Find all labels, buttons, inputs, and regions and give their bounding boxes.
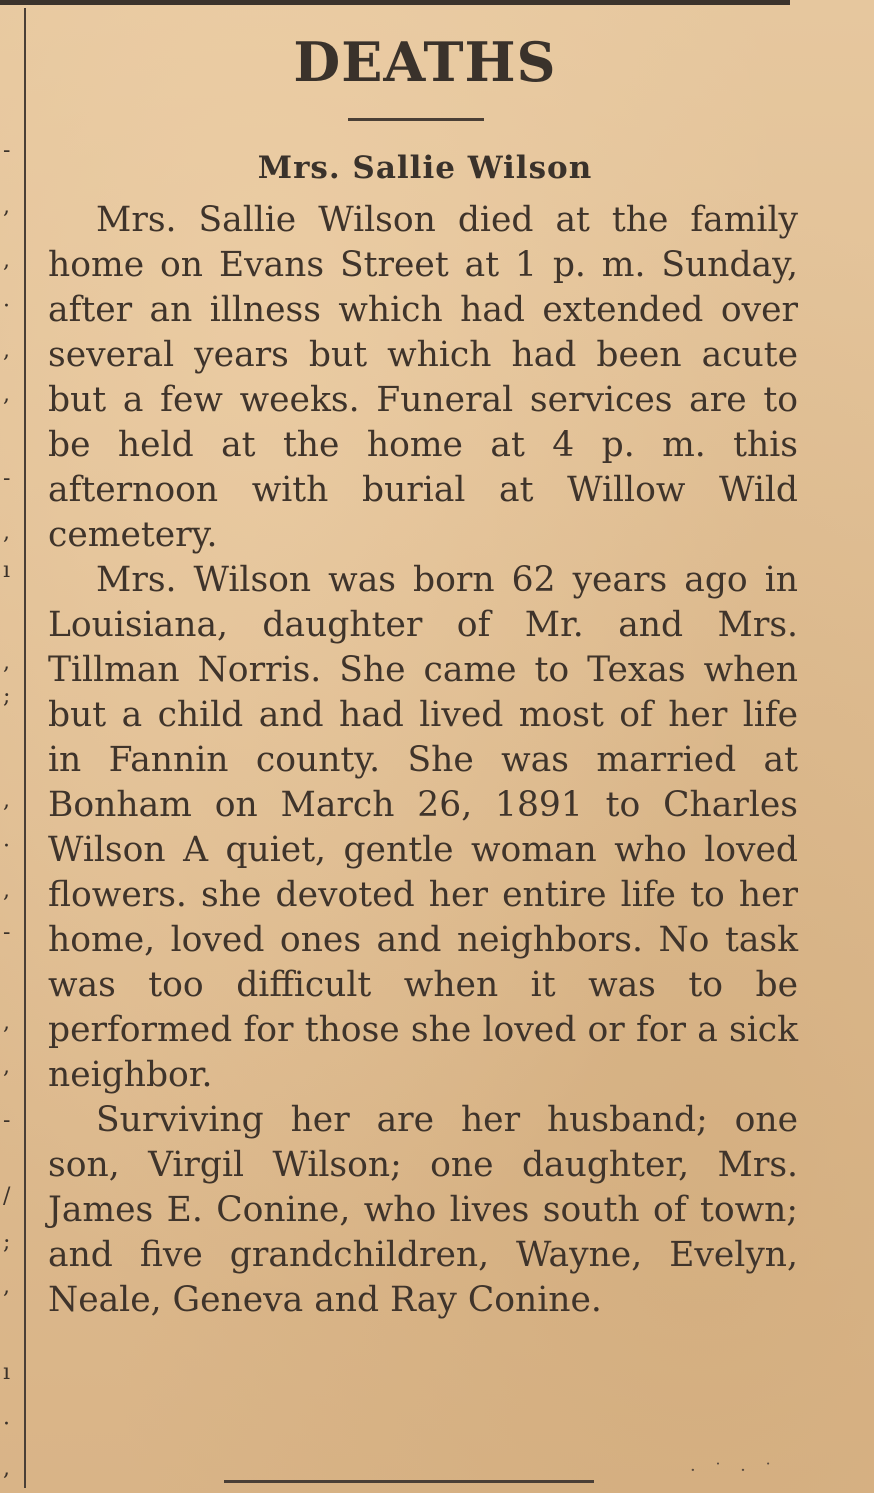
fragment-mark: ·	[3, 834, 10, 859]
fragment-mark: ,	[3, 338, 10, 363]
fragment-mark: ,	[3, 194, 10, 219]
fragment-mark: ı	[3, 558, 11, 583]
left-column-rule	[24, 8, 26, 1488]
fragment-mark: -	[3, 466, 11, 491]
fragment-mark: ,	[3, 382, 10, 407]
fragment-mark: -	[3, 138, 11, 163]
fragment-mark: -	[3, 920, 11, 945]
obituary-paragraph-2: Mrs. Wilson was born 62 years ago in Louisiana, daughter of Mr. and Mrs. Tillman Norris. She came to Texas when but a child and had lived most of her life in Fannin county. She was married at Bonham on March 26, 1891 to Charles Wilson A quiet, gentle woman who loved flowers. she devoted her entire life to her home, loved ones and neighbors. No task was too difficult when it was to be performed for those she loved or for a sick neighbor.	[48, 560, 798, 1095]
fragment-mark: ,	[3, 878, 10, 903]
bottom-rule	[224, 1480, 594, 1483]
fragment-mark: ·	[3, 1412, 10, 1437]
section-title: DEATHS	[293, 30, 557, 94]
obituary-paragraph-3: Surviving her are her husband; one son, Virgil Wilson; one daughter, Mrs. James E. Conine, who lives south of town; and five grandchildren, Wayne, Evelyn, Neale, Geneva and Ray Conine.	[48, 1100, 798, 1320]
adjacent-column-fragments	[0, 0, 16, 1493]
obituary-paragraph-1: Mrs. Sallie Wilson died at the family home on Evans Street at 1 p. m. Sunday, after an illness which had extended over several years but which had been acute but a few weeks. Funeral services are to be held at the home at 4 p. m. this afternoon with burial at Willow Wild cemetery.	[48, 200, 798, 555]
fragment-mark: ,	[3, 1054, 10, 1079]
print-specks: · ˙ · ˙	[690, 1460, 779, 1481]
title-divider	[348, 118, 484, 121]
fragment-mark: ,	[3, 650, 10, 675]
fragment-mark: ,	[3, 1010, 10, 1035]
fragment-mark: ·	[3, 294, 10, 319]
fragment-mark: ,	[3, 1456, 10, 1481]
fragment-mark: ,	[3, 788, 10, 813]
fragment-mark: ,	[3, 520, 10, 545]
fragment-mark: ;	[3, 1230, 11, 1255]
fragment-mark: ı	[3, 1360, 11, 1385]
fragment-mark: /	[3, 1184, 11, 1209]
top-column-rule	[0, 0, 790, 5]
fragment-mark: -	[3, 1108, 11, 1133]
fragment-mark: ,	[3, 1274, 10, 1299]
obituary-body	[48, 198, 798, 1323]
fragment-mark: ,	[3, 248, 10, 273]
obituary-name-heading: Mrs. Sallie Wilson	[257, 150, 593, 186]
fragment-mark: ;	[3, 684, 11, 709]
